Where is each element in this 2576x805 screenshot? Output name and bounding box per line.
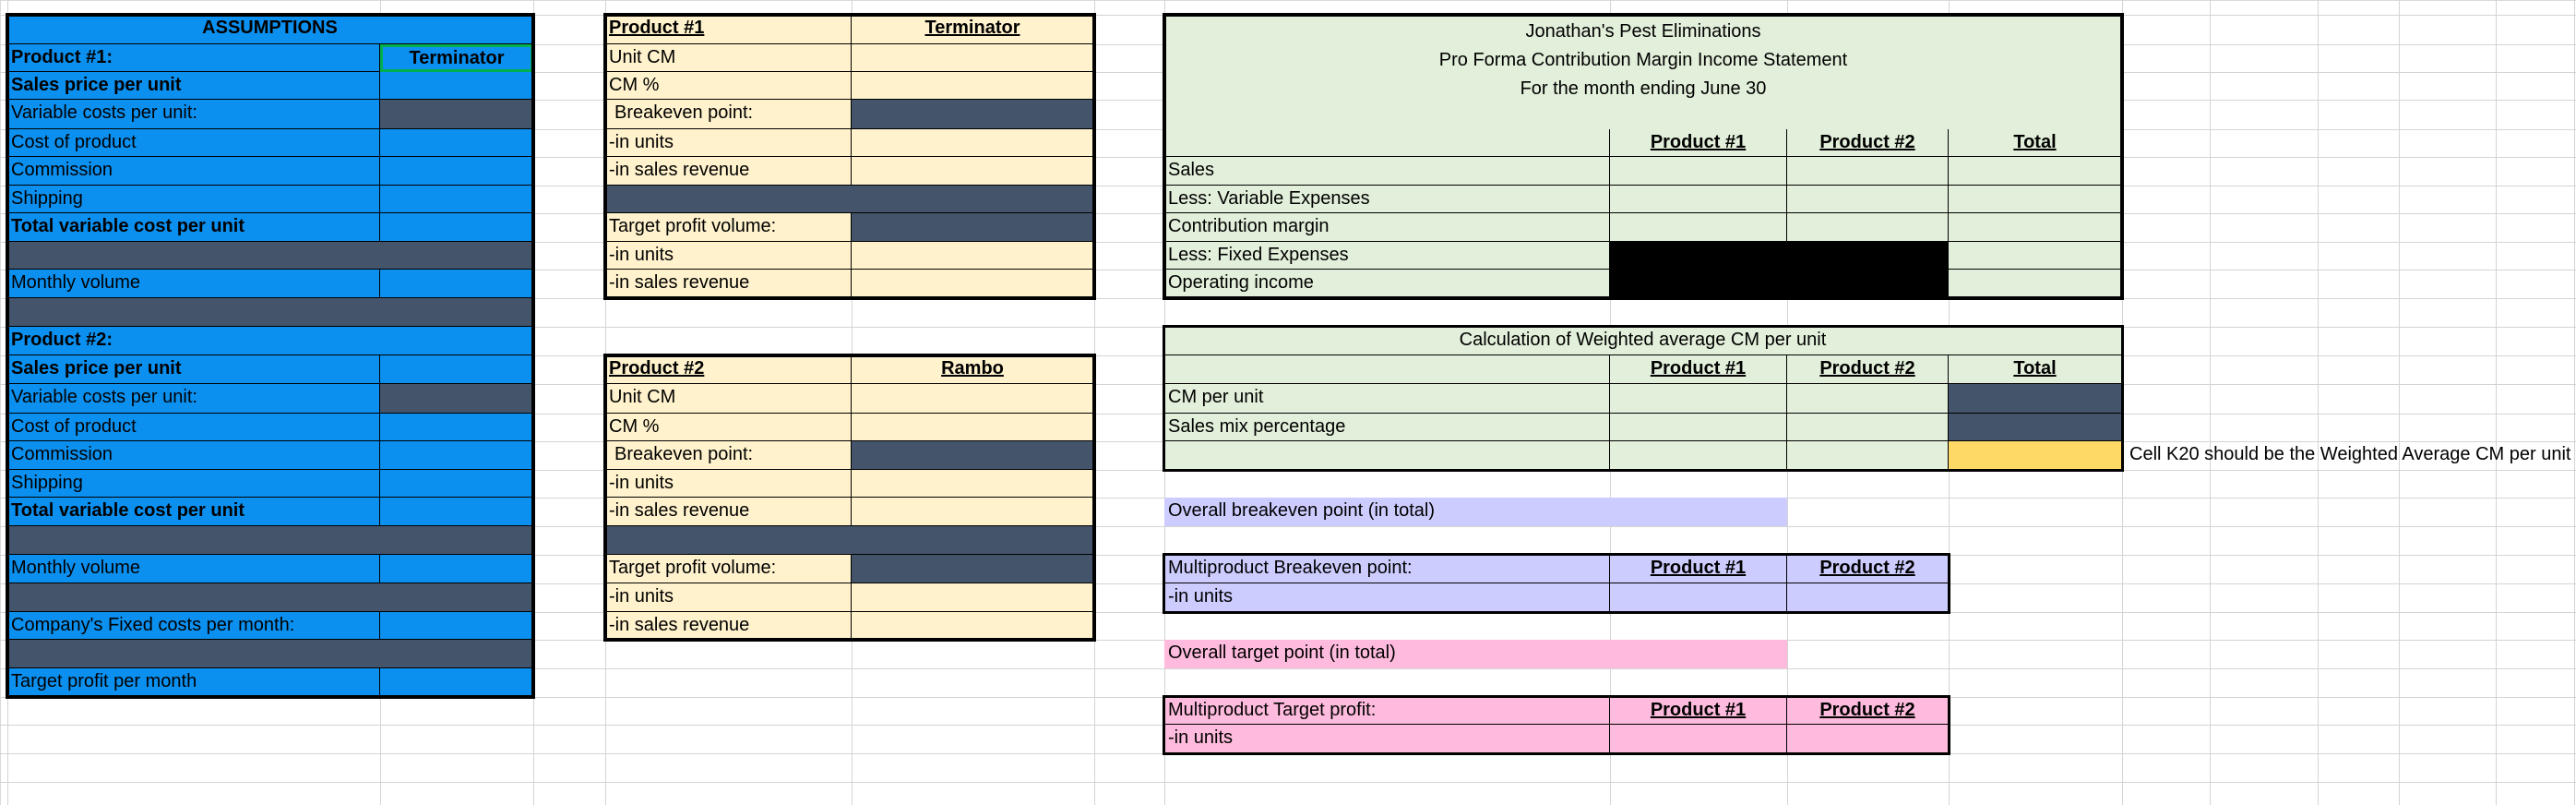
p1-spacer[interactable]: [605, 186, 1094, 213]
p1-be-revenue-value[interactable]: [852, 157, 1094, 186]
is-fixed-total[interactable]: [1949, 242, 2122, 270]
p1-breakeven-label[interactable]: Breakeven point:: [605, 100, 852, 129]
commission-input[interactable]: [380, 157, 533, 186]
p1-cm-pct-label[interactable]: CM %: [605, 72, 852, 100]
wcm-mix-total-blank[interactable]: [1949, 414, 2122, 441]
variable-costs-blank-2[interactable]: [380, 384, 533, 414]
p2-cm-pct-value[interactable]: [852, 414, 1094, 441]
p1-be-units-label[interactable]: -in units: [605, 129, 852, 157]
mp-breakeven-units-p2[interactable]: [1787, 583, 1949, 612]
cost-of-product-label[interactable]: Cost of product: [7, 129, 380, 157]
p2-be-units-value[interactable]: [852, 470, 1094, 498]
mp-breakeven-units-p1[interactable]: [1610, 583, 1787, 612]
monthly-volume-input[interactable]: [380, 270, 533, 298]
sales-price-label-2[interactable]: Sales price per unit: [7, 355, 380, 384]
product2-box-name[interactable]: Rambo: [852, 355, 1094, 384]
total-variable-input[interactable]: [380, 213, 533, 242]
p2-unit-cm-value[interactable]: [852, 384, 1094, 414]
total-variable-label-2[interactable]: Total variable cost per unit: [7, 498, 380, 526]
product1-name-cell[interactable]: Terminator: [380, 44, 533, 72]
variable-costs-label-2[interactable]: Variable costs per unit:: [7, 384, 380, 414]
wcm-mix-p2[interactable]: [1787, 414, 1949, 441]
mp-target-units-label[interactable]: -in units: [1164, 725, 1610, 753]
is-blackout-block[interactable]: [1610, 242, 1949, 298]
cost-of-product-input[interactable]: [380, 129, 533, 157]
shipping-input[interactable]: [380, 186, 533, 213]
mp-target-col-p2[interactable]: Product #2: [1787, 697, 1949, 725]
p2-target-blank[interactable]: [852, 555, 1094, 583]
p2-target-label[interactable]: Target profit volume:: [605, 555, 852, 583]
cost-of-product-input-2[interactable]: [380, 414, 533, 441]
p1-be-units-value[interactable]: [852, 129, 1094, 157]
sales-price-label[interactable]: Sales price per unit: [7, 72, 380, 100]
p2-tp-revenue-label[interactable]: -in sales revenue: [605, 612, 852, 640]
is-cm-total[interactable]: [1949, 213, 2122, 242]
spacer-row[interactable]: [7, 298, 533, 327]
wcm-row3-p1[interactable]: [1610, 441, 1787, 470]
total-variable-label[interactable]: Total variable cost per unit: [7, 213, 380, 242]
wcm-cm-total-blank[interactable]: [1949, 384, 2122, 414]
wcm-header-blank[interactable]: [1164, 355, 1610, 384]
monthly-volume-input-2[interactable]: [380, 555, 533, 583]
p2-tp-revenue-value[interactable]: [852, 612, 1094, 640]
is-variable-label[interactable]: Less: Variable Expenses: [1164, 186, 1610, 213]
is-cm-p2[interactable]: [1787, 213, 1949, 242]
p1-unit-cm-label[interactable]: Unit CM: [605, 44, 852, 72]
p1-tp-revenue-label[interactable]: -in sales revenue: [605, 270, 852, 298]
target-profit-label[interactable]: Target profit per month: [7, 668, 380, 697]
is-cm-p1[interactable]: [1610, 213, 1787, 242]
p2-breakeven-label[interactable]: Breakeven point:: [605, 441, 852, 470]
p2-unit-cm-label[interactable]: Unit CM: [605, 384, 852, 414]
sales-price-input[interactable]: [380, 72, 533, 100]
is-variable-total[interactable]: [1949, 186, 2122, 213]
mp-target-label[interactable]: Multiproduct Target profit:: [1164, 697, 1610, 725]
is-fixed-label[interactable]: Less: Fixed Expenses: [1164, 242, 1610, 270]
total-variable-input-2[interactable]: [380, 498, 533, 526]
p1-tp-units-label[interactable]: -in units: [605, 242, 852, 270]
wcm-col-product2[interactable]: Product #2: [1787, 355, 1949, 384]
overall-breakeven-label[interactable]: Overall breakeven point (in total): [1164, 498, 1787, 526]
is-variable-p1[interactable]: [1610, 186, 1787, 213]
variable-costs-blank[interactable]: [380, 100, 533, 129]
p1-breakeven-blank[interactable]: [852, 100, 1094, 129]
k20-note: Cell K20 should be the Weighted Average CM per unit: [2129, 444, 2571, 464]
spacer-row[interactable]: [7, 242, 533, 270]
cost-of-product-label-2[interactable]: Cost of product: [7, 414, 380, 441]
mp-breakeven-col-p2[interactable]: Product #2: [1787, 555, 1949, 583]
p1-tp-revenue-value[interactable]: [852, 270, 1094, 298]
mp-breakeven-col-p1[interactable]: Product #1: [1610, 555, 1787, 583]
spacer-row[interactable]: [7, 583, 533, 612]
income-statement-header[interactable]: [1164, 15, 2122, 130]
shipping-label[interactable]: Shipping: [7, 186, 380, 213]
commission-label-2[interactable]: Commission: [7, 441, 380, 470]
is-variable-p2[interactable]: [1787, 186, 1949, 213]
monthly-volume-label[interactable]: Monthly volume: [7, 270, 380, 298]
is-col-total[interactable]: Total: [1949, 129, 2122, 157]
is-oi-label[interactable]: Operating income: [1164, 270, 1610, 298]
p1-target-label[interactable]: Target profit volume:: [605, 213, 852, 242]
wcm-cm-p1[interactable]: [1610, 384, 1787, 414]
wcm-mix-label[interactable]: Sales mix percentage: [1164, 414, 1610, 441]
p2-tp-units-label[interactable]: -in units: [605, 583, 852, 612]
weighted-average-cm-cell[interactable]: [1949, 441, 2122, 470]
p1-tp-units-value[interactable]: [852, 242, 1094, 270]
is-sales-p2[interactable]: [1787, 157, 1949, 186]
wcm-col-total[interactable]: Total: [1949, 355, 2122, 384]
mp-target-units-p1[interactable]: [1610, 725, 1787, 753]
p2-cm-pct-label[interactable]: CM %: [605, 414, 852, 441]
mp-target-units-p2[interactable]: [1787, 725, 1949, 753]
is-sales-total[interactable]: [1949, 157, 2122, 186]
mp-target-col-p1[interactable]: Product #1: [1610, 697, 1787, 725]
wcm-title[interactable]: Calculation of Weighted average CM per unit: [1164, 327, 2122, 355]
is-header-blank[interactable]: [1164, 129, 1610, 157]
product1-box-name[interactable]: Terminator: [852, 15, 1094, 44]
product2-label[interactable]: Product #2:: [7, 327, 533, 355]
is-sales-label[interactable]: Sales: [1164, 157, 1610, 186]
shipping-label-2[interactable]: Shipping: [7, 470, 380, 498]
sales-price-input-2[interactable]: [380, 355, 533, 384]
wcm-col-product1[interactable]: Product #1: [1610, 355, 1787, 384]
is-oi-total[interactable]: [1949, 270, 2122, 298]
fixed-costs-input[interactable]: [380, 612, 533, 640]
commission-input-2[interactable]: [380, 441, 533, 470]
monthly-volume-label-2[interactable]: Monthly volume: [7, 555, 380, 583]
is-col-product1[interactable]: Product #1: [1610, 129, 1787, 157]
is-cm-label[interactable]: Contribution margin: [1164, 213, 1610, 242]
product1-box-title[interactable]: Product #1: [605, 15, 852, 44]
p2-tp-units-value[interactable]: [852, 583, 1094, 612]
target-profit-input[interactable]: [380, 668, 533, 697]
commission-label[interactable]: Commission: [7, 157, 380, 186]
spacer-row[interactable]: [7, 640, 533, 668]
product2-box-title[interactable]: Product #2: [605, 355, 852, 384]
p2-be-units-label[interactable]: -in units: [605, 470, 852, 498]
wcm-row3-label[interactable]: [1164, 441, 1610, 470]
p2-spacer[interactable]: [605, 526, 1094, 555]
mp-breakeven-units-label[interactable]: -in units: [1164, 583, 1610, 612]
statement-title: Pro Forma Contribution Margin Income Statement: [1438, 50, 1848, 70]
p2-be-revenue-label[interactable]: -in sales revenue: [605, 498, 852, 526]
product1-label[interactable]: Product #1:: [7, 44, 380, 72]
p2-breakeven-blank[interactable]: [852, 441, 1094, 470]
wcm-mix-p1[interactable]: [1610, 414, 1787, 441]
wcm-cm-p2[interactable]: [1787, 384, 1949, 414]
overall-target-label[interactable]: Overall target point (in total): [1164, 640, 1787, 668]
statement-period: For the month ending June 30: [1520, 78, 1767, 99]
p1-be-revenue-label[interactable]: -in sales revenue: [605, 157, 852, 186]
p1-target-blank[interactable]: [852, 213, 1094, 242]
company-name: Jonathan's Pest Eliminations: [1525, 21, 1761, 42]
is-sales-p1[interactable]: [1610, 157, 1787, 186]
wcm-cm-label[interactable]: CM per unit: [1164, 384, 1610, 414]
fixed-costs-label[interactable]: Company's Fixed costs per month:: [7, 612, 380, 640]
mp-breakeven-label[interactable]: Multiproduct Breakeven point:: [1164, 555, 1610, 583]
shipping-input-2[interactable]: [380, 470, 533, 498]
assumptions-header[interactable]: ASSUMPTIONS: [7, 15, 533, 44]
variable-costs-label[interactable]: Variable costs per unit:: [7, 100, 380, 129]
wcm-row3-p2[interactable]: [1787, 441, 1949, 470]
p1-cm-pct-value[interactable]: [852, 72, 1094, 100]
is-col-product2[interactable]: Product #2: [1787, 129, 1949, 157]
p1-unit-cm-value[interactable]: [852, 44, 1094, 72]
spacer-row[interactable]: [7, 526, 533, 555]
p2-be-revenue-value[interactable]: [852, 498, 1094, 526]
